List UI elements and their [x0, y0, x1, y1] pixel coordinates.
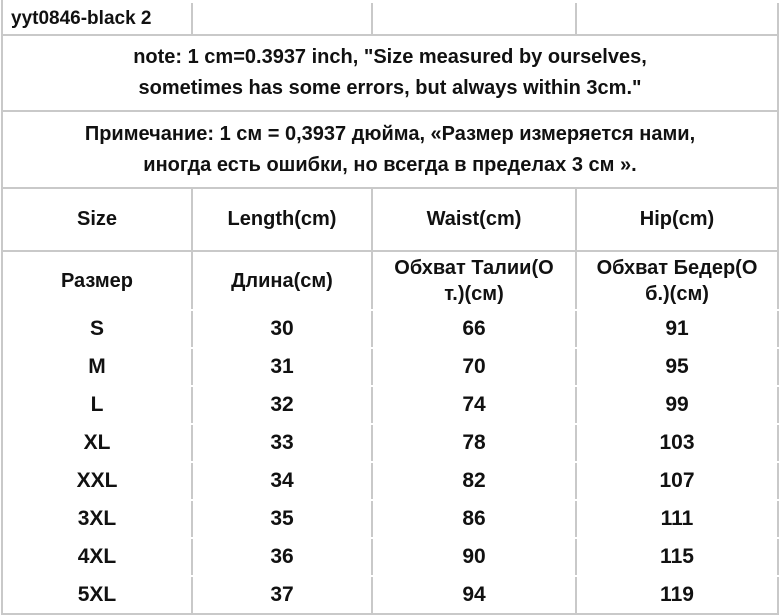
length-cell: 35 [193, 501, 373, 537]
length-cell: 37 [193, 577, 373, 613]
waist-cell: 86 [373, 501, 577, 537]
column-header-waist: Waist(cm) [373, 189, 577, 250]
header-row-russian [3, 252, 779, 309]
size-cell: XL [3, 425, 193, 461]
length-cell: 36 [193, 539, 373, 575]
waist-cell: 70 [373, 349, 577, 385]
column-header-hip: Hip(cm) [577, 189, 779, 250]
table-row [3, 311, 779, 347]
hip-cell: 107 [577, 463, 779, 499]
hip-cell: 91 [577, 311, 779, 347]
table-row [3, 463, 779, 499]
note-english-line-2: sometimes has some errors, but always within 3cm." [138, 77, 642, 99]
waist-cell: 90 [373, 539, 577, 575]
note-english [3, 36, 779, 110]
waist-cell: 66 [373, 311, 577, 347]
waist-cell: 94 [373, 577, 577, 613]
length-cell: 33 [193, 425, 373, 461]
table-row [3, 349, 779, 385]
column-header-waist-ru: Обхват Талии(О т.)(см) [373, 252, 577, 309]
hip-cell: 111 [577, 501, 779, 537]
waist-cell: 78 [373, 425, 577, 461]
empty-cell [577, 3, 779, 34]
hip-cell: 99 [577, 387, 779, 423]
note-russian [3, 112, 779, 187]
column-header-size-ru: Размер [3, 252, 193, 309]
table-row [3, 539, 779, 575]
hip-cell: 115 [577, 539, 779, 575]
table-row [3, 425, 779, 461]
hip-cell: 119 [577, 577, 779, 613]
size-cell: 4XL [3, 539, 193, 575]
size-cell: 3XL [3, 501, 193, 537]
length-cell: 32 [193, 387, 373, 423]
column-header-length: Length(cm) [193, 189, 373, 250]
header-row-english [3, 189, 779, 250]
size-cell: S [3, 311, 193, 347]
length-cell: 34 [193, 463, 373, 499]
note-russian-line-2: иногда есть ошибки, но всегда в пределах 3 см ». [143, 153, 637, 176]
table-row [3, 577, 779, 613]
length-cell: 30 [193, 311, 373, 347]
product-code: yyt0846-black 2 [11, 7, 152, 29]
empty-cell [193, 3, 373, 34]
size-cell: XXL [3, 463, 193, 499]
note-english-line-1: note: 1 cm=0.3937 inch, "Size measured by ourselves, [133, 46, 647, 68]
column-header-size: Size [3, 189, 193, 250]
hip-cell: 103 [577, 425, 779, 461]
length-cell: 31 [193, 349, 373, 385]
size-cell: 5XL [3, 577, 193, 613]
title-row [3, 3, 779, 34]
size-cell: M [3, 349, 193, 385]
column-header-hip-ru: Обхват Бедер(О б.)(см) [577, 252, 779, 309]
size-cell: L [3, 387, 193, 423]
waist-cell: 74 [373, 387, 577, 423]
table-row [3, 387, 779, 423]
waist-cell: 82 [373, 463, 577, 499]
empty-cell [373, 3, 577, 34]
column-header-length-ru: Длина(см) [193, 252, 373, 309]
table-row [3, 501, 779, 537]
hip-cell: 95 [577, 349, 779, 385]
note-russian-line-1: Примечание: 1 см = 0,3937 дюйма, «Размер измеряется нами, [84, 122, 696, 145]
product-code-cell [3, 3, 193, 34]
